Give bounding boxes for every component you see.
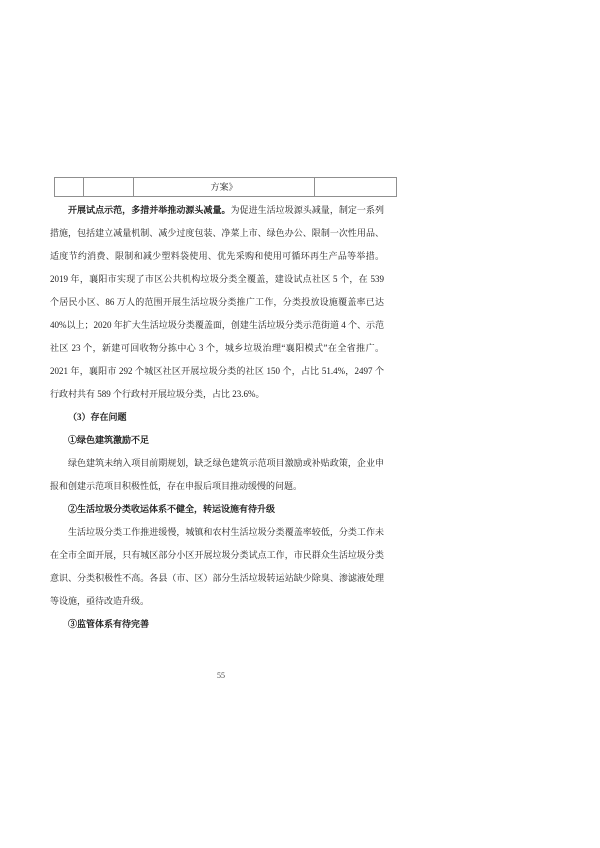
- paragraph-green-building: 绿色建筑未纳入项目前期规划，缺乏绿色建筑示范项目激励或补贴政策，企业申报和创建示范项目积极性低，存在申报后项目推动缓慢的问题。: [50, 458, 384, 491]
- paragraph-text: 为促进生活垃圾源头减量，制定一系列措施，包括建立减量机制、减少过度包装、净菜上市、绿色办公、限制一次性用品、适度节约消费、限制和减少塑料袋使用、优先采购和使用可循环再生产品等举措。2019 年，襄阳市实现了市区公共机构垃圾分类全覆盖，建设试点社区 5 个，在 539 个居民小区、86 万人的范围开展生活垃圾分类推广工作，分类投放设施覆盖率已达 40%以上；2020 年扩大生活垃圾分类覆盖面，创建生活垃圾分类示范街道 4 个、示范社区 23 个，新建可回收物分拣中心 3 个，城乡垃圾治理“襄阳模式”在全省推广。2021 年，襄阳市 292 个城区社区开展垃圾分类的社区 150 个，占比 51.4%，2497 个行政村共有 589 个行政村开展垃圾分类，占比 23.6%。: [50, 205, 384, 399]
- table-cell: [84, 178, 134, 197]
- heading-green-building-incentive: ①绿色建筑激励不足: [68, 435, 150, 445]
- document-body: [50, 199, 384, 636]
- table-cell-plan-title: 方案》: [134, 178, 315, 197]
- heading-supervision-system: ③监管体系有待完善: [68, 619, 150, 629]
- heading-waste-collection-system: ②生活垃圾分类收运体系不健全，转运设施有待升级: [68, 504, 276, 514]
- paragraph-waste-classification: 生活垃圾分类工作推进缓慢，城镇和农村生活垃圾分类覆盖率较低，分类工作未在全市全面开展，只有城区部分小区开展垃圾分类试点工作，市民群众生活垃圾分类意识、分类积极性不高。各县（市、区）部分生活垃圾转运站缺少除臭、渗滤液处理等设施，亟待改造升级。: [50, 527, 384, 606]
- continued-table: [54, 177, 397, 197]
- paragraph-pilot-demonstration: [50, 199, 384, 406]
- page-number: 55: [217, 671, 225, 680]
- table-cell: [55, 178, 84, 197]
- table-row: [55, 178, 397, 197]
- table-cell: [315, 178, 397, 197]
- paragraph-bold-lead: 开展试点示范，多措并举推动源头减量。: [68, 205, 231, 215]
- heading-existing-problems: （3）存在问题: [68, 412, 127, 422]
